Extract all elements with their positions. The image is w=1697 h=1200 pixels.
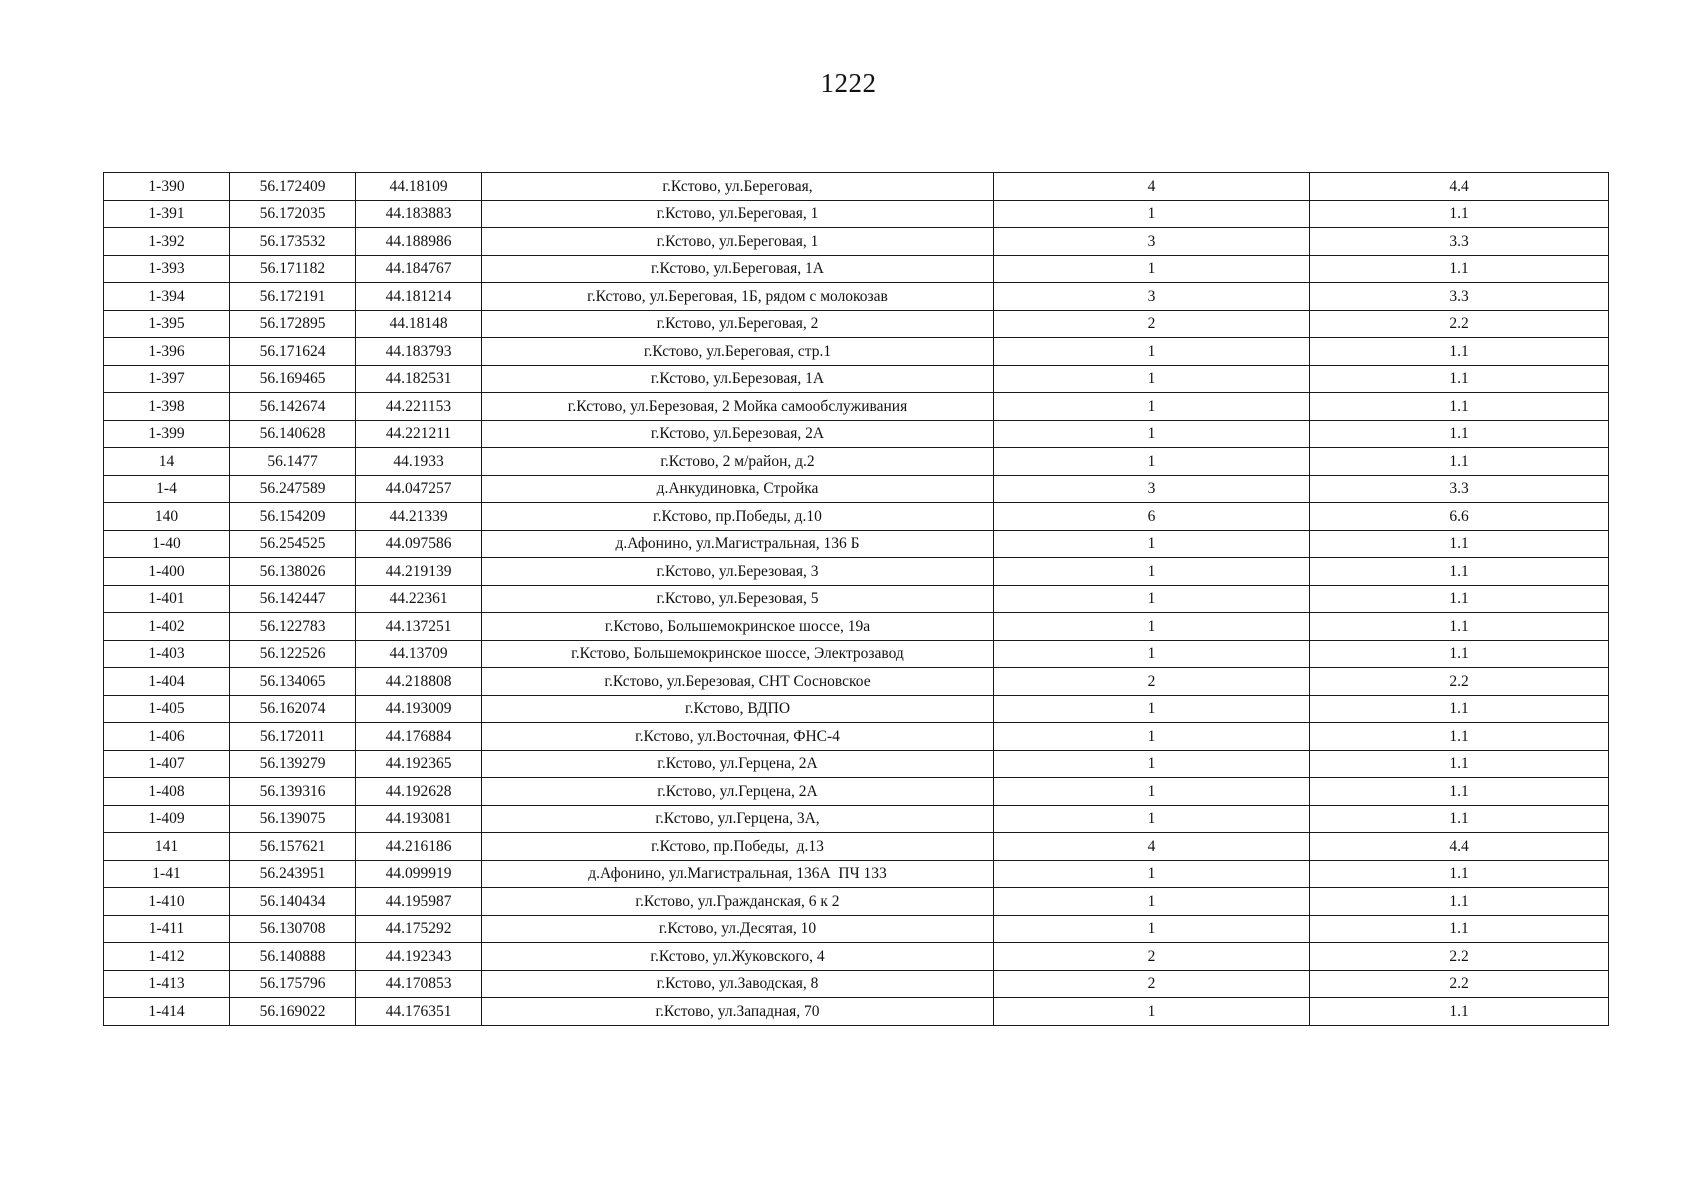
id-cell: 1-40 xyxy=(104,530,230,558)
address-cell: г.Кстово, ул.Березовая, 1А xyxy=(482,365,994,393)
address-cell: г.Кстово, ул.Береговая, 1А xyxy=(482,255,994,283)
count-cell: 1 xyxy=(994,888,1310,916)
count-cell: 1 xyxy=(994,723,1310,751)
id-cell: 1-403 xyxy=(104,640,230,668)
value-cell: 6.6 xyxy=(1310,503,1609,531)
latitude-cell: 56.254525 xyxy=(230,530,356,558)
count-cell: 1 xyxy=(994,640,1310,668)
latitude-cell: 56.172011 xyxy=(230,723,356,751)
count-cell: 1 xyxy=(994,530,1310,558)
value-cell: 3.3 xyxy=(1310,283,1609,311)
longitude-cell: 44.195987 xyxy=(356,888,482,916)
latitude-cell: 56.139316 xyxy=(230,778,356,806)
value-cell: 1.1 xyxy=(1310,915,1609,943)
longitude-cell: 44.176884 xyxy=(356,723,482,751)
id-cell: 141 xyxy=(104,833,230,861)
id-cell: 1-408 xyxy=(104,778,230,806)
latitude-cell: 56.172191 xyxy=(230,283,356,311)
table-row xyxy=(104,173,1609,201)
count-cell: 1 xyxy=(994,998,1310,1026)
longitude-cell: 44.170853 xyxy=(356,970,482,998)
table-row xyxy=(104,888,1609,916)
longitude-cell: 44.183793 xyxy=(356,338,482,366)
id-cell: 1-396 xyxy=(104,338,230,366)
latitude-cell: 56.122783 xyxy=(230,613,356,641)
count-cell: 1 xyxy=(994,393,1310,421)
address-cell: г.Кстово, Большемокринское шоссе, 19а xyxy=(482,613,994,641)
address-cell: г.Кстово, ул.Береговая, 1 xyxy=(482,228,994,256)
value-cell: 1.1 xyxy=(1310,255,1609,283)
latitude-cell: 56.162074 xyxy=(230,695,356,723)
count-cell: 1 xyxy=(994,448,1310,476)
latitude-cell: 56.175796 xyxy=(230,970,356,998)
latitude-cell: 56.157621 xyxy=(230,833,356,861)
address-cell: г.Кстово, ул.Герцена, 2А xyxy=(482,778,994,806)
latitude-cell: 56.247589 xyxy=(230,475,356,503)
address-cell: г.Кстово, ул.Березовая, СНТ Сосновское xyxy=(482,668,994,696)
table-row xyxy=(104,530,1609,558)
table-row xyxy=(104,503,1609,531)
address-cell: г.Кстово, пр.Победы, д.13 xyxy=(482,833,994,861)
value-cell: 1.1 xyxy=(1310,200,1609,228)
table-row xyxy=(104,338,1609,366)
table-row xyxy=(104,393,1609,421)
count-cell: 2 xyxy=(994,310,1310,338)
id-cell: 1-394 xyxy=(104,283,230,311)
table-row xyxy=(104,255,1609,283)
table-row xyxy=(104,668,1609,696)
count-cell: 1 xyxy=(994,200,1310,228)
id-cell: 1-412 xyxy=(104,943,230,971)
id-cell: 1-409 xyxy=(104,805,230,833)
address-cell: г.Кстово, 2 м/район, д.2 xyxy=(482,448,994,476)
count-cell: 1 xyxy=(994,778,1310,806)
table-row xyxy=(104,613,1609,641)
id-cell: 1-400 xyxy=(104,558,230,586)
longitude-cell: 44.183883 xyxy=(356,200,482,228)
address-cell: г.Кстово, ул.Береговая, xyxy=(482,173,994,201)
longitude-cell: 44.221211 xyxy=(356,420,482,448)
longitude-cell: 44.188986 xyxy=(356,228,482,256)
latitude-cell: 56.169022 xyxy=(230,998,356,1026)
address-cell: г.Кстово, ул.Жуковского, 4 xyxy=(482,943,994,971)
table-row xyxy=(104,695,1609,723)
table-row xyxy=(104,200,1609,228)
latitude-cell: 56.142674 xyxy=(230,393,356,421)
value-cell: 1.1 xyxy=(1310,723,1609,751)
longitude-cell: 44.182531 xyxy=(356,365,482,393)
id-cell: 1-395 xyxy=(104,310,230,338)
address-cell: г.Кстово, ул.Западная, 70 xyxy=(482,998,994,1026)
id-cell: 1-407 xyxy=(104,750,230,778)
id-cell: 1-404 xyxy=(104,668,230,696)
address-cell: г.Кстово, ул.Березовая, 2А xyxy=(482,420,994,448)
table-row xyxy=(104,640,1609,668)
count-cell: 3 xyxy=(994,475,1310,503)
longitude-cell: 44.221153 xyxy=(356,393,482,421)
value-cell: 1.1 xyxy=(1310,585,1609,613)
table-row xyxy=(104,778,1609,806)
value-cell: 1.1 xyxy=(1310,998,1609,1026)
count-cell: 1 xyxy=(994,695,1310,723)
id-cell: 1-391 xyxy=(104,200,230,228)
count-cell: 1 xyxy=(994,365,1310,393)
latitude-cell: 56.243951 xyxy=(230,860,356,888)
count-cell: 1 xyxy=(994,805,1310,833)
id-cell: 1-41 xyxy=(104,860,230,888)
table-body xyxy=(104,173,1609,1026)
id-cell: 1-4 xyxy=(104,475,230,503)
value-cell: 1.1 xyxy=(1310,448,1609,476)
address-cell: г.Кстово, ул.Береговая, 1 xyxy=(482,200,994,228)
longitude-cell: 44.193009 xyxy=(356,695,482,723)
count-cell: 1 xyxy=(994,915,1310,943)
address-cell: г.Кстово, ул.Береговая, 2 xyxy=(482,310,994,338)
latitude-cell: 56.140434 xyxy=(230,888,356,916)
value-cell: 1.1 xyxy=(1310,558,1609,586)
longitude-cell: 44.13709 xyxy=(356,640,482,668)
table-row xyxy=(104,283,1609,311)
longitude-cell: 44.218808 xyxy=(356,668,482,696)
id-cell: 1-402 xyxy=(104,613,230,641)
address-cell: г.Кстово, пр.Победы, д.10 xyxy=(482,503,994,531)
latitude-cell: 56.172409 xyxy=(230,173,356,201)
longitude-cell: 44.18148 xyxy=(356,310,482,338)
longitude-cell: 44.192628 xyxy=(356,778,482,806)
address-cell: г.Кстово, ул.Заводская, 8 xyxy=(482,970,994,998)
latitude-cell: 56.142447 xyxy=(230,585,356,613)
value-cell: 2.2 xyxy=(1310,668,1609,696)
address-cell: д.Афонино, ул.Магистральная, 136 Б xyxy=(482,530,994,558)
id-cell: 1-413 xyxy=(104,970,230,998)
table-row xyxy=(104,558,1609,586)
latitude-cell: 56.134065 xyxy=(230,668,356,696)
latitude-cell: 56.169465 xyxy=(230,365,356,393)
latitude-cell: 56.139279 xyxy=(230,750,356,778)
address-cell: д.Анкудиновка, Стройка xyxy=(482,475,994,503)
address-cell: г.Кстово, ул.Герцена, 2А xyxy=(482,750,994,778)
longitude-cell: 44.22361 xyxy=(356,585,482,613)
longitude-cell: 44.097586 xyxy=(356,530,482,558)
count-cell: 4 xyxy=(994,173,1310,201)
latitude-cell: 56.172895 xyxy=(230,310,356,338)
id-cell: 1-393 xyxy=(104,255,230,283)
value-cell: 1.1 xyxy=(1310,860,1609,888)
longitude-cell: 44.099919 xyxy=(356,860,482,888)
table-row xyxy=(104,970,1609,998)
id-cell: 1-411 xyxy=(104,915,230,943)
latitude-cell: 56.171624 xyxy=(230,338,356,366)
latitude-cell: 56.130708 xyxy=(230,915,356,943)
id-cell: 1-414 xyxy=(104,998,230,1026)
latitude-cell: 56.140888 xyxy=(230,943,356,971)
id-cell: 14 xyxy=(104,448,230,476)
longitude-cell: 44.192343 xyxy=(356,943,482,971)
count-cell: 1 xyxy=(994,750,1310,778)
id-cell: 1-399 xyxy=(104,420,230,448)
table-row xyxy=(104,833,1609,861)
id-cell: 1-390 xyxy=(104,173,230,201)
id-cell: 1-397 xyxy=(104,365,230,393)
longitude-cell: 44.1933 xyxy=(356,448,482,476)
table-row xyxy=(104,310,1609,338)
longitude-cell: 44.216186 xyxy=(356,833,482,861)
count-cell: 3 xyxy=(994,283,1310,311)
latitude-cell: 56.172035 xyxy=(230,200,356,228)
id-cell: 1-406 xyxy=(104,723,230,751)
value-cell: 4.4 xyxy=(1310,833,1609,861)
id-cell: 1-398 xyxy=(104,393,230,421)
value-cell: 1.1 xyxy=(1310,393,1609,421)
longitude-cell: 44.193081 xyxy=(356,805,482,833)
id-cell: 1-405 xyxy=(104,695,230,723)
id-cell: 1-410 xyxy=(104,888,230,916)
longitude-cell: 44.184767 xyxy=(356,255,482,283)
address-cell: г.Кстово, ВДПО xyxy=(482,695,994,723)
count-cell: 6 xyxy=(994,503,1310,531)
value-cell: 3.3 xyxy=(1310,475,1609,503)
longitude-cell: 44.21339 xyxy=(356,503,482,531)
value-cell: 1.1 xyxy=(1310,420,1609,448)
count-cell: 1 xyxy=(994,613,1310,641)
value-cell: 1.1 xyxy=(1310,695,1609,723)
value-cell: 1.1 xyxy=(1310,640,1609,668)
count-cell: 4 xyxy=(994,833,1310,861)
value-cell: 1.1 xyxy=(1310,750,1609,778)
address-cell: г.Кстово, ул.Десятая, 10 xyxy=(482,915,994,943)
table-row xyxy=(104,943,1609,971)
count-cell: 2 xyxy=(994,668,1310,696)
table-row xyxy=(104,475,1609,503)
count-cell: 2 xyxy=(994,943,1310,971)
longitude-cell: 44.219139 xyxy=(356,558,482,586)
value-cell: 1.1 xyxy=(1310,338,1609,366)
table-row xyxy=(104,805,1609,833)
address-cell: г.Кстово, ул.Герцена, 3А, xyxy=(482,805,994,833)
address-cell: г.Кстово, ул.Березовая, 2 Мойка самообслуживания xyxy=(482,393,994,421)
address-cell: г.Кстово, ул.Восточная, ФНС-4 xyxy=(482,723,994,751)
table-row xyxy=(104,860,1609,888)
count-cell: 1 xyxy=(994,420,1310,448)
value-cell: 3.3 xyxy=(1310,228,1609,256)
latitude-cell: 56.171182 xyxy=(230,255,356,283)
address-cell: г.Кстово, ул.Березовая, 3 xyxy=(482,558,994,586)
longitude-cell: 44.18109 xyxy=(356,173,482,201)
table-row xyxy=(104,585,1609,613)
latitude-cell: 56.138026 xyxy=(230,558,356,586)
table-row xyxy=(104,750,1609,778)
count-cell: 1 xyxy=(994,338,1310,366)
value-cell: 2.2 xyxy=(1310,970,1609,998)
value-cell: 4.4 xyxy=(1310,173,1609,201)
table-row xyxy=(104,448,1609,476)
table-row xyxy=(104,228,1609,256)
value-cell: 2.2 xyxy=(1310,943,1609,971)
table-row xyxy=(104,915,1609,943)
latitude-cell: 56.154209 xyxy=(230,503,356,531)
count-cell: 3 xyxy=(994,228,1310,256)
table-row xyxy=(104,365,1609,393)
data-table xyxy=(103,172,1609,1026)
value-cell: 1.1 xyxy=(1310,613,1609,641)
longitude-cell: 44.137251 xyxy=(356,613,482,641)
latitude-cell: 56.139075 xyxy=(230,805,356,833)
count-cell: 1 xyxy=(994,255,1310,283)
address-cell: г.Кстово, ул.Береговая, стр.1 xyxy=(482,338,994,366)
value-cell: 2.2 xyxy=(1310,310,1609,338)
longitude-cell: 44.175292 xyxy=(356,915,482,943)
latitude-cell: 56.122526 xyxy=(230,640,356,668)
address-cell: г.Кстово, ул.Береговая, 1Б, рядом с молокозав xyxy=(482,283,994,311)
page-number: 1222 xyxy=(820,68,877,98)
value-cell: 1.1 xyxy=(1310,888,1609,916)
address-cell: г.Кстово, ул.Гражданская, 6 к 2 xyxy=(482,888,994,916)
count-cell: 2 xyxy=(994,970,1310,998)
latitude-cell: 56.173532 xyxy=(230,228,356,256)
longitude-cell: 44.192365 xyxy=(356,750,482,778)
table-row xyxy=(104,420,1609,448)
address-cell: д.Афонино, ул.Магистральная, 136А ПЧ 133 xyxy=(482,860,994,888)
latitude-cell: 56.140628 xyxy=(230,420,356,448)
longitude-cell: 44.176351 xyxy=(356,998,482,1026)
count-cell: 1 xyxy=(994,860,1310,888)
value-cell: 1.1 xyxy=(1310,365,1609,393)
value-cell: 1.1 xyxy=(1310,530,1609,558)
address-cell: г.Кстово, ул.Березовая, 5 xyxy=(482,585,994,613)
count-cell: 1 xyxy=(994,585,1310,613)
id-cell: 140 xyxy=(104,503,230,531)
count-cell: 1 xyxy=(994,558,1310,586)
id-cell: 1-401 xyxy=(104,585,230,613)
value-cell: 1.1 xyxy=(1310,805,1609,833)
address-cell: г.Кстово, Большемокринское шоссе, Электрозавод xyxy=(482,640,994,668)
longitude-cell: 44.181214 xyxy=(356,283,482,311)
longitude-cell: 44.047257 xyxy=(356,475,482,503)
latitude-cell: 56.1477 xyxy=(230,448,356,476)
table-row xyxy=(104,998,1609,1026)
id-cell: 1-392 xyxy=(104,228,230,256)
value-cell: 1.1 xyxy=(1310,778,1609,806)
table-row xyxy=(104,723,1609,751)
